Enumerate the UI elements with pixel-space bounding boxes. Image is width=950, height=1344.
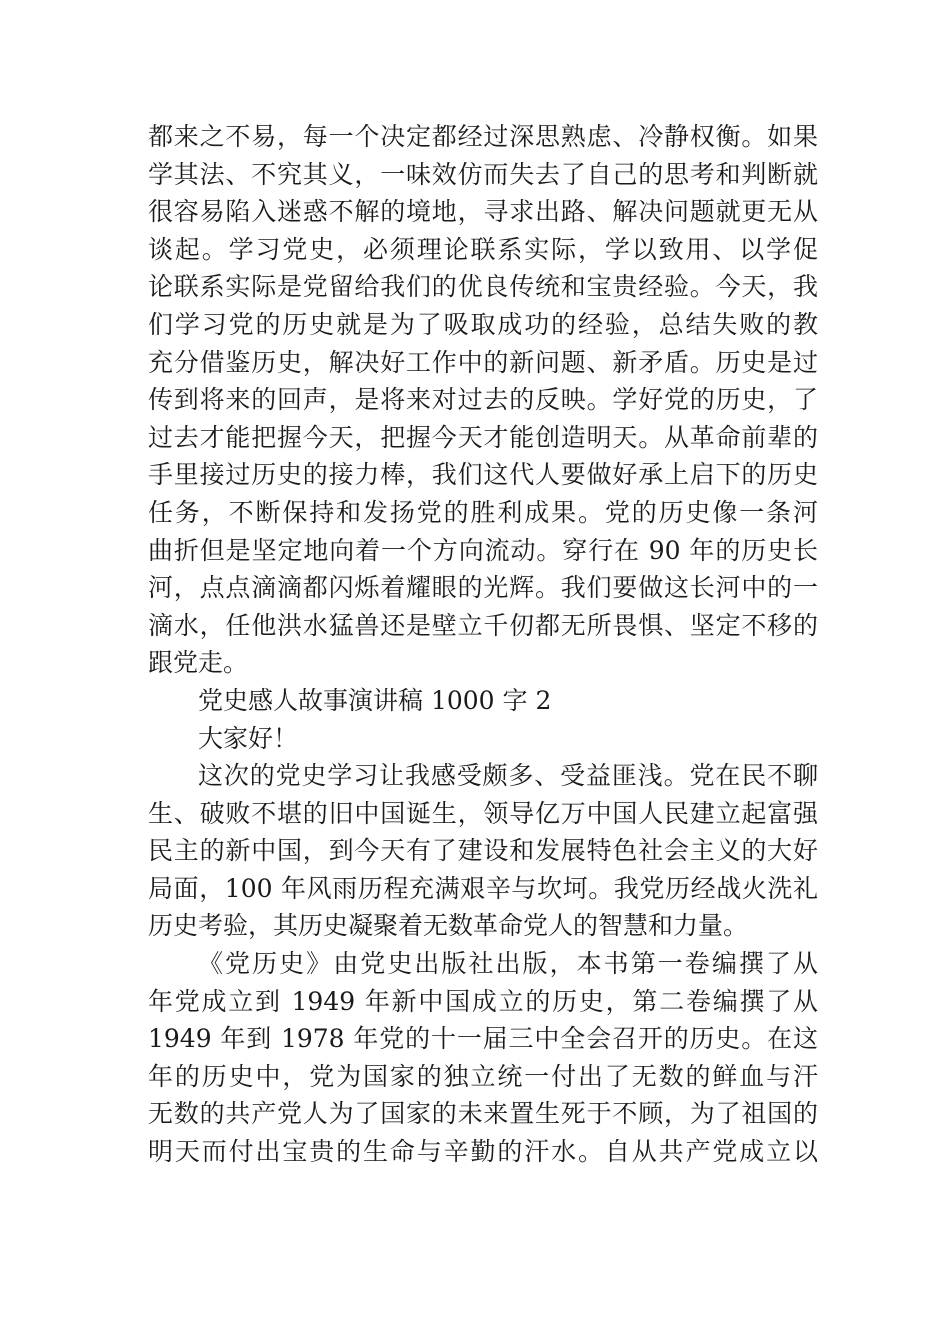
text-line: 年党成立到 1949 年新中国成立的历史，第二卷编撰了从: [148, 986, 818, 1016]
text-line: 1949 年到 1978 年党的十一届三中全会召开的历史。在这: [148, 1024, 818, 1054]
text-line: 跟党走。: [148, 648, 249, 678]
text-line: 都来之不易，每一个决定都经过深思熟虑、冷静权衡。如果: [148, 122, 818, 151]
text-line: 河，点点滴滴都闪烁着耀眼的光辉。我们要做这长河中的一: [148, 573, 818, 603]
body-text: [148, 118, 818, 1171]
text-line: 学其法、不究其义，一味效仿而失去了自己的思考和判断就: [148, 159, 818, 189]
text-line: 滴水，任他洪水猛兽还是壁立千仞都无所畏惧、坚定不移的: [148, 610, 818, 640]
text-line: 明天而付出宝贵的生命与辛勤的汗水。自从共产党成立以: [148, 1137, 818, 1167]
text-line: 们学习党的历史就是为了吸取成功的经验，总结失败的教: [148, 309, 818, 339]
text-line: 过去才能把握今天，把握今天才能创造明天。从革命前辈的: [148, 422, 818, 452]
text-line: 传到将来的回声，是将来对过去的反映。学好党的历史，了: [148, 385, 818, 415]
text-line: 谈起。学习党史，必须理论联系实际，学以致用、以学促: [148, 234, 818, 264]
text-line: 党史感人故事演讲稿 1000 字 2: [198, 685, 552, 715]
text-line: 很容易陷入迷惑不解的境地，寻求出路、解决问题就更无从: [148, 197, 818, 227]
text-line: 生、破败不堪的旧中国诞生，领导亿万中国人民建立起富强: [148, 798, 818, 828]
text-line: 曲折但是坚定地向着一个方向流动。穿行在 90 年的历史长: [148, 535, 818, 565]
text-line: 大家好！: [198, 723, 299, 753]
text-line: 任务，不断保持和发扬党的胜利成果。党的历史像一条河: [148, 497, 818, 527]
text-line: 这次的党史学习让我感受颇多、受益匪浅。党在民不聊: [198, 761, 818, 791]
text-line: 年的历史中，党为国家的独立统一付出了无数的鲜血与汗: [148, 1061, 818, 1091]
text-line: 无数的共产党人为了国家的未来置生死于不顾，为了祖国的: [148, 1099, 818, 1129]
text-line: 手里接过历史的接力棒，我们这代人要做好承上启下的历史: [148, 460, 818, 490]
text-line: 历史考验，其历史凝聚着无数革命党人的智慧和力量。: [148, 911, 749, 941]
text-line: 民主的新中国，到今天有了建设和发展特色社会主义的大好: [148, 836, 818, 866]
text-line: 局面，100 年风雨历程充满艰辛与坎坷。我党历经战火洗礼: [148, 873, 818, 903]
text-line: 论联系实际是党留给我们的优良传统和宝贵经验。今天，我: [148, 272, 818, 302]
text-line: 《党历史》由党史出版社出版，本书第一卷编撰了从: [198, 949, 818, 979]
text-line: 充分借鉴历史，解决好工作中的新问题、新矛盾。历史是过: [148, 347, 818, 377]
